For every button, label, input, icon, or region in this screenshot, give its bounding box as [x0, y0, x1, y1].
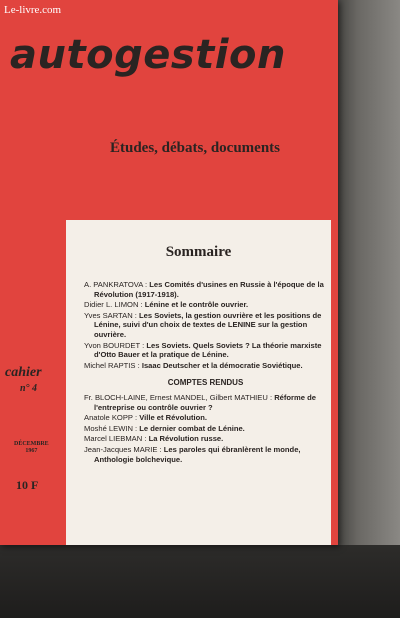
entry-title: Les Soviets, la gestion ouvrière et les positions de Lénine, suivi d'un choix de textes de LENINE sur la gestion ouvrière.: [94, 310, 322, 339]
entry-title: La Révolution russe.: [148, 434, 224, 444]
table-of-contents: [84, 280, 327, 465]
cahier-label: cahier: [5, 365, 42, 380]
issue-month: DÉCEMBRE: [14, 441, 49, 447]
entry-title: Les paroles qui ébranlèrent le monde, Anthologie bolchevique.: [94, 444, 301, 464]
entry-title: Les Soviets. Quels Soviets ? La théorie marxiste d'Otto Bauer et la pratique de Lénine.: [94, 340, 322, 360]
list-item: [84, 393, 327, 412]
section-title: COMPTES RENDUS: [167, 378, 244, 388]
cover-title: autogestion: [10, 32, 286, 78]
list-item: [84, 300, 327, 310]
entry-title: Les Comités d'usines en Russie à l'époque de la Révolution (1917-1918).: [94, 280, 324, 299]
list-item: [84, 434, 327, 444]
entry-author: A. PANKRATOVA :: [84, 280, 148, 289]
entry-author: Moshé LEWIN :: [84, 423, 138, 433]
entry-author: Anatole KOPP :: [84, 413, 138, 423]
background-right: [330, 0, 400, 618]
list-item: [84, 445, 327, 464]
list-item: [84, 424, 327, 434]
entry-title: Lénine et le contrôle ouvrier.: [144, 300, 249, 310]
entry-title: Réforme de l'entreprise ou contrôle ouvrier ?: [94, 392, 316, 412]
entry-author: Michel RAPTIS :: [84, 360, 140, 370]
issue-year: 1967: [25, 448, 38, 454]
price: 10 F: [16, 478, 39, 492]
list-item: [84, 311, 327, 340]
contents-panel: [66, 220, 331, 545]
list-item: [84, 413, 327, 423]
cover-subtitle: Études, débats, documents: [109, 140, 281, 156]
entry-author: Jean-Jacques MARIE :: [84, 444, 162, 454]
list-item: [84, 341, 327, 360]
entry-title: Le dernier combat de Lénine.: [139, 423, 245, 433]
entries-list: [84, 280, 327, 370]
issue-date: [14, 441, 49, 455]
entry-author: Fr. BLOCH-LAINE, Ernest MANDEL, Gilbert MATHIEU :: [84, 392, 273, 402]
watermark: Le-livre.com: [4, 4, 62, 16]
list-item: [84, 280, 327, 299]
entry-author: Yves SARTAN :: [84, 310, 137, 320]
entry-author: Marcel LIEBMAN :: [84, 434, 147, 444]
issue-number: n° 4: [20, 383, 38, 394]
entry-author: Didier L. LIMON :: [84, 300, 143, 310]
background-bottom: [0, 545, 400, 618]
sommaire-heading: Sommaire: [165, 244, 232, 260]
list-item: [84, 361, 327, 371]
reviews-list: [84, 393, 327, 464]
entry-author: Yvon BOURDET :: [84, 340, 145, 350]
entry-title: Isaac Deutscher et la démocratie Soviétique.: [141, 360, 303, 370]
entry-title: Ville et Révolution.: [139, 413, 207, 423]
